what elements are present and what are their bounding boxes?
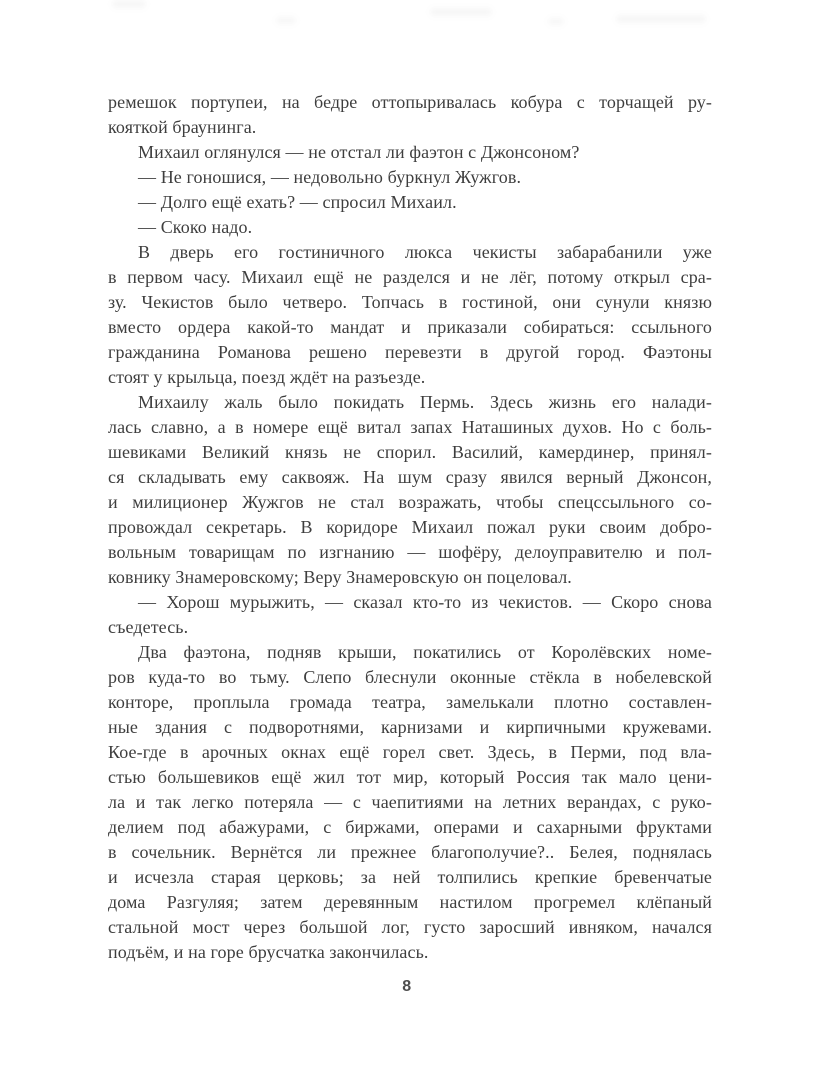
paragraph — [108, 190, 712, 215]
text-line: в сочельник. Вернётся ли прежнее благополучие?.. Белея, поднялась — [108, 842, 712, 862]
show-through-smudge — [616, 15, 706, 23]
text-line: — Скоко надо. — [138, 217, 253, 237]
paragraph — [108, 140, 712, 165]
text-line: конторе, проплыла громада театра, замелькали плотно составлен- — [108, 692, 712, 712]
text-line: и исчезла старая церковь; за ней толпились крепкие бревенчатые — [108, 867, 712, 887]
text-line: и милиционер Жужгов не стал возражать, чтобы спецссыльного со- — [108, 492, 712, 512]
text-line: Михаилу жаль было покидать Пермь. Здесь жизнь его налади- — [138, 392, 712, 412]
show-through-smudge — [276, 17, 296, 24]
text-line: съедетесь. — [108, 617, 189, 637]
text-line: В дверь его гостиничного люкса чекисты забарабанили уже — [138, 242, 712, 262]
text-line: вместо ордера какой-то мандат и приказали собираться: ссыльного — [108, 317, 712, 337]
text-line: делием под абажурами, с биржами, операми и сахарными фруктами — [108, 817, 712, 837]
text-line: ла и так легко потеряла — с чаепитиями на летних верандах, с руко- — [108, 792, 712, 812]
paragraph — [108, 240, 712, 390]
text-line: Михаил оглянулся — не отстал ли фаэтон с Джонсоном? — [138, 142, 580, 162]
text-line: — Хорош мурыжить, — сказал кто-то из чекистов. — Скоро снова — [138, 592, 712, 612]
paragraph — [108, 390, 712, 590]
text-line: стью большевиков ещё жил тот мир, который Россия так мало цени- — [108, 767, 712, 787]
text-line: лась славно, а в номере ещё витал запах Наташиных духов. Но с боль- — [108, 417, 712, 437]
text-line: ров куда-то во тьму. Слепо блеснули оконные стёкла в нобелевской — [108, 667, 712, 687]
text-line: Два фаэтона, подняв крыши, покатились от Королёвских номе- — [138, 642, 712, 662]
text-line: провождал секретарь. В коридоре Михаил пожал руки своим добро- — [108, 517, 712, 537]
paragraph — [108, 165, 712, 190]
show-through-smudge — [430, 8, 492, 16]
text-line: ся складывать ему саквояж. На шум сразу явился верный Джонсон, — [108, 467, 712, 487]
text-line: — Не гоношися, — недовольно буркнул Жужгов. — [138, 167, 522, 187]
text-line: ремешок портупеи, на бедре оттопыривалась кобура с торчащей ру- — [108, 92, 712, 112]
text-line: гражданина Романова решено перевезти в другой город. Фаэтоны — [108, 342, 712, 362]
body-text — [108, 90, 712, 965]
text-line: — Долго ещё ехать? — спросил Михаил. — [138, 192, 457, 212]
page-number: 8 — [402, 978, 412, 995]
text-line: ковнику Знамеровскому; Веру Знамеровскую он поцеловал. — [108, 567, 572, 587]
text-line: в первом часу. Михаил ещё не разделся и не лёг, потому открыл сра- — [108, 267, 712, 287]
text-line: зу. Чекистов было четверо. Топчась в гостиной, они сунули князю — [108, 292, 712, 312]
text-line: вольным товарищам по изгнанию — шофёру, делоуправителю и пол- — [108, 542, 712, 562]
text-line: дома Разгуляя; затем деревянным настилом прогремел клёпаный — [108, 892, 712, 912]
show-through-smudge — [548, 18, 564, 25]
text-line: подъём, и на горе брусчатка закончилась. — [108, 942, 429, 962]
paragraph — [108, 215, 712, 240]
text-line: стоят у крыльца, поезд ждёт на разъезде. — [108, 367, 426, 387]
text-line: кояткой браунинга. — [108, 117, 257, 137]
text-line: стальной мост через большой лог, густо заросший ивняком, начался — [108, 917, 712, 937]
text-line: шевиками Великий князь не спорил. Василий, камердинер, принял- — [108, 442, 712, 462]
paragraph — [108, 640, 712, 965]
show-through-smudge — [112, 0, 146, 8]
paragraph — [108, 90, 712, 140]
paragraph — [108, 590, 712, 640]
text-line: Кое-где в арочных окнах ещё горел свет. Здесь, в Перми, под вла- — [108, 742, 712, 762]
text-line: ные здания с подворотнями, карнизами и кирпичными кружевами. — [108, 717, 712, 737]
